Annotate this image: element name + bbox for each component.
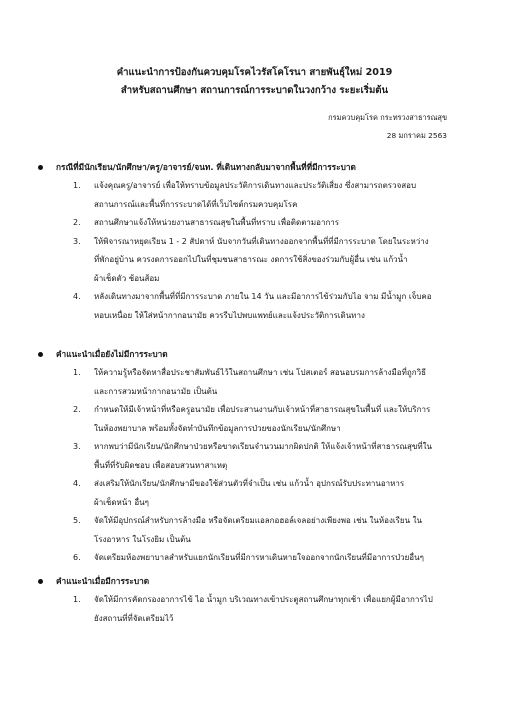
document-title-line2: สำหรับสถานศึกษา สถานการณ์การระบาดในวงกว้าง ระยะเริ่มต้น (120, 85, 389, 96)
bullet-icon (38, 165, 43, 170)
document-title-line1: คำแนะนำการป้องกันควบคุมโรคไวรัสโคโรนา สายพันธุ์ใหม่ 2019 (116, 67, 393, 78)
section-during-outbreak (36, 574, 476, 628)
list-item: 3. หากพบว่ามีนักเรียน/นักศึกษาป่วยหรือขาดเรียนจำนวนมากผิดปกติ ให้แจ้งเจ้าหน้าที่สาธารณสุขที่ใน พื้นที่ที่รับผิดชอบ เพื่อสอบสวนหาสาเหตุ (73, 442, 432, 470)
list-item: 5. จัดให้มีอุปกรณ์สำหรับการล้างมือ หรือจัดเตรียมแอลกอฮอล์เจลอย่างเพียงพอ เช่น ในห้องเรียน ใน โรงอาหาร ในโรงยิม เป็นต้น (73, 516, 422, 544)
list-item: 1. แจ้งคุณครู/อาจารย์ เพื่อให้ทราบข้อมูลประวัติการเดินทางและประวัติเสี่ยง ซึ่งสามารถตรวจสอบ สถานการณ์และพื้นที่การระบาดได้ที่เว็บไซต์กรมควบคุมโรค (73, 181, 417, 209)
issuer: กรมควบคุมโรค กระทรวงสาธารณสุข (328, 113, 447, 122)
list-item: 6. จัดเตรียมห้องพยาบาลสำหรับแยกนักเรียนที่มีการหาเดินหายใจออกจากนักเรียนที่มีอาการป่วยอื่นๆ (73, 553, 424, 562)
list-item: 2. กำหนดให้มีเจ้าหน้าที่หรือครูอนามัย เพื่อประสานงานกับเจ้าหน้าที่สาธารณสุขในพื้นที่ และให้บริการ ในห้องพยาบาล พร้อมทั้งจัดทำบันทึกข้อมูลการป่วยของนักเรียน/นักศึกษา (73, 405, 431, 433)
section-heading: คำแนะนำเมื่อมีการระบาด (36, 574, 476, 589)
section-heading: คำแนะนำเมื่อยังไม่มีการระบาด (36, 347, 476, 362)
issue-date: 28 มกราคม 2563 (386, 131, 447, 140)
list-item: 4. หลังเดินทางมาจากพื้นที่ที่มีการระบาด ภายใน 14 วัน และมีอาการไข้ร่วมกับไอ จาม มีน้ำมูก เจ็บคอ หอบเหนื่อย ให้ใส่หน้ากากอนามัย ควรรีบไปพบแพทย์และแจ้งประวัติการเดินทาง (73, 292, 432, 320)
list-item: 3. ให้พิจารณาหยุดเรียน 1 - 2 สัปดาห์ นับจากวันที่เดินทางออกจากพื้นที่ที่มีการระบาด โดยในระหว่าง ที่พักอยู่บ้าน ควรงดการออกไปในที่ชุมชนสาธารณะ งดการใช้สิ่งของร่วมกับผู้อื่น เช่น แก้วน้ำ ผ้าเช็ดตัว ช้อนส้อม (73, 236, 429, 283)
list-item: 4. ส่งเสริมให้นักเรียน/นักศึกษามีของใช้ส่วนตัวที่จำเป็น เช่น แก้วน้ำ อุปกรณ์รับประทานอาหาร ผ้าเช็ดหน้า อื่นๆ (73, 479, 405, 507)
bullet-icon (38, 352, 43, 357)
section-heading: กรณีที่มีนักเรียน/นักศึกษา/ครู/อาจารย์/จนท. ที่เดินทางกลับมาจากพื้นที่ที่มีการระบาด (36, 160, 476, 175)
section-travelers (36, 160, 476, 325)
section-before-outbreak (36, 347, 476, 568)
list-item: 1. ให้ความรู้หรือจัดหาสื่อประชาสัมพันธ์ไว้ในสถานศึกษา เช่น โปสเตอร์ สอนอบรมการล้างมือที่ถูกวิธี และการสวมหน้ากากอนามัย เป็นต้น (73, 368, 426, 396)
list-item: 2. สถานศึกษาแจ้งให้หน่วยงานสาธารณสุขในพื้นที่ทราบ เพื่อติดตามอาการ (73, 218, 340, 227)
bullet-icon (38, 579, 43, 584)
list-item: 1. จัดให้มีการคัดกรองอาการไข้ ไอ น้ำมูก บริเวณทางเข้าประตูสถานศึกษาทุกเช้า เพื่อแยกผู้มีอาการไป ยังสถานที่ที่จัดเตรียมไว้ (73, 595, 433, 623)
